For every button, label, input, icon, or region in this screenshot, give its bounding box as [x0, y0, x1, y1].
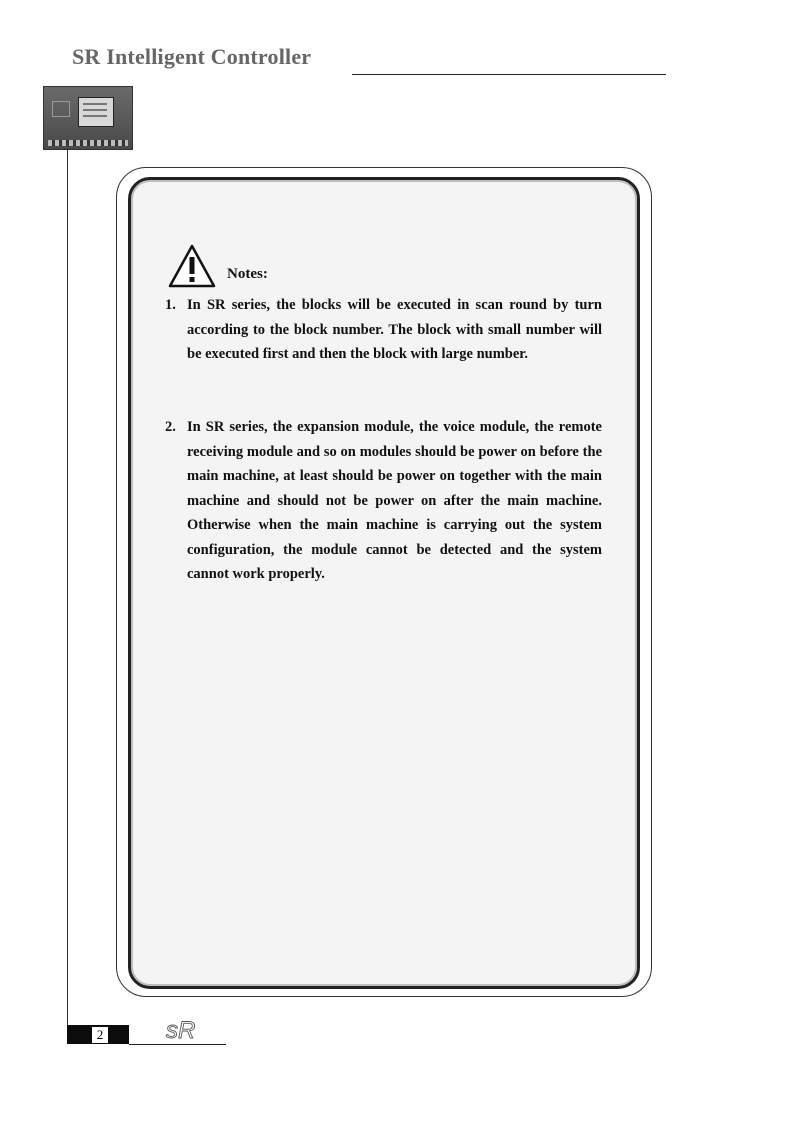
note-text: In SR series, the expansion module, the voice module, the remote receiving module and so on modules should be power on before the main machine, at least should be power on together with the main machine and should not be power on after the main machine. Otherwise when the main machine is carrying out the system configuration, the module cannot be detected and the system cannot work properly. [187, 419, 602, 582]
note-text: In SR series, the blocks will be executed in scan round by turn according to the block number. The block with small number will be executed first and then the block with large number. [187, 297, 602, 362]
controller-device-image [43, 86, 133, 150]
device-terminals [48, 140, 128, 146]
device-buttons [52, 101, 70, 117]
note-item [165, 293, 602, 367]
margin-line [67, 148, 68, 1028]
device-lcd [78, 97, 114, 127]
note-number: 1. [165, 297, 176, 313]
note-number: 2. [165, 419, 176, 435]
sr-logo [164, 1017, 216, 1043]
sr-logo-text: sR [166, 1017, 196, 1043]
footer-rule [129, 1044, 226, 1045]
warning-triangle-icon [168, 244, 216, 288]
page-header-title: SR Intelligent Controller [72, 44, 312, 69]
notes-label: Notes: [227, 266, 268, 282]
page-number: 2 [92, 1027, 108, 1043]
header-rule [352, 74, 666, 75]
note-item [165, 415, 602, 587]
